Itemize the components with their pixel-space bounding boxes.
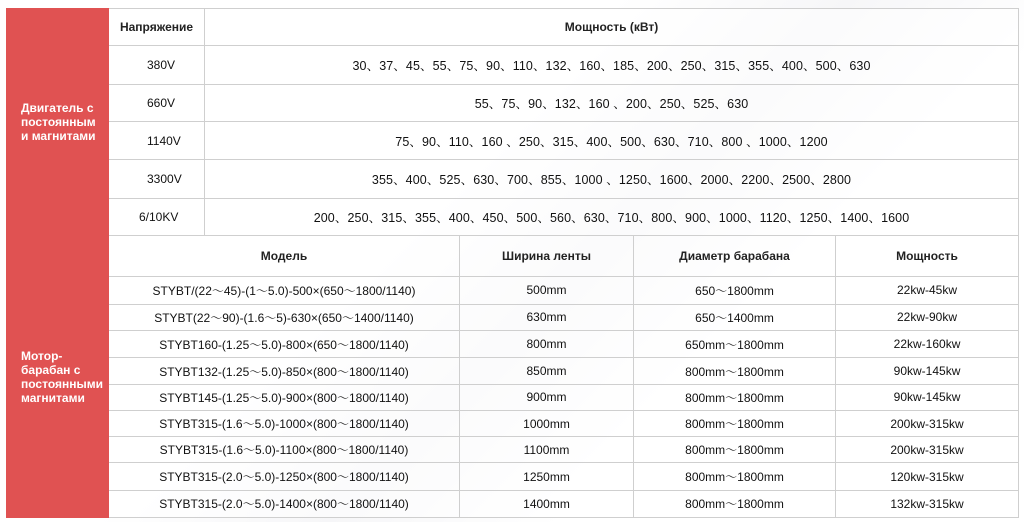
belt-width-cell: 1100mm: [460, 437, 634, 463]
table-row: [7, 384, 1019, 410]
power-cell: 90kw-145kw: [836, 358, 1019, 384]
table-row: [7, 276, 1019, 304]
power-list-cell: 30、37、45、55、75、90、110、132、160、185、200、250、315、355、400、500、630: [205, 46, 1019, 84]
model-cell: STYBT315-(1.6～5.0)-1100×(800～1800/1140): [109, 437, 460, 463]
drum-diameter-cell: 800mm～1800mm: [634, 358, 836, 384]
table-row: [7, 437, 1019, 463]
section2-header-row: [7, 236, 1019, 276]
drum-diameter-cell: 800mm～1800mm: [634, 463, 836, 490]
table-row: [7, 198, 1019, 235]
drum-diameter-cell: 650～1400mm: [634, 304, 836, 330]
belt-width-cell: 1400mm: [460, 490, 634, 517]
drum-diameter-cell: 650～1800mm: [634, 276, 836, 304]
voltage-cell: 3300V: [109, 160, 205, 198]
power-header: Мощность (кВт): [205, 9, 1019, 46]
power-list-cell: 200、250、315、355、400、450、500、560、630、710、800、900、1000、1120、1250、1400、1600: [205, 198, 1019, 235]
power-list-cell: 55、75、90、132、160 、200、250、525、630: [205, 84, 1019, 121]
belt-width-cell: 500mm: [460, 276, 634, 304]
table-row: [7, 490, 1019, 517]
voltage-cell: 660V: [109, 84, 205, 121]
drum-diameter-cell: 650mm～1800mm: [634, 331, 836, 358]
side-label-line: Мотор-: [21, 348, 63, 363]
power-cell: 22kw-45kw: [836, 276, 1019, 304]
belt-width-header: Ширина ленты: [460, 236, 634, 276]
table-row: [7, 304, 1019, 330]
drum-diameter-cell: 800mm～1800mm: [634, 410, 836, 436]
drum-diameter-header: Диаметр барабана: [634, 236, 836, 276]
model-cell: STYBT/(22～45)-(1～5.0)-500×(650～1800/1140): [109, 276, 460, 304]
power-cell: 22kw-90kw: [836, 304, 1019, 330]
power-cell: 200kw-315kw: [836, 410, 1019, 436]
model-cell: STYBT160-(1.25～5.0)-800×(650～1800/1140): [109, 331, 460, 358]
power-cell: 132kw-315kw: [836, 490, 1019, 517]
drum-diameter-cell: 800mm～1800mm: [634, 384, 836, 410]
spec-table: [6, 8, 1019, 518]
belt-width-cell: 1250mm: [460, 463, 634, 490]
model-cell: STYBT132-(1.25～5.0)-850×(800～1800/1140): [109, 358, 460, 384]
side-label-line: Двигатель с: [21, 101, 94, 116]
side-label-line: магнитами: [21, 390, 85, 405]
table-row: [7, 46, 1019, 84]
power-cell: 200kw-315kw: [836, 437, 1019, 463]
table-row: [7, 122, 1019, 160]
drum-diameter-cell: 800mm～1800mm: [634, 437, 836, 463]
power-header: Мощность: [836, 236, 1019, 276]
section2-side-label: [7, 236, 109, 518]
side-label-line: постоянным: [21, 115, 96, 130]
model-cell: STYBT145-(1.25～5.0)-900×(800～1800/1140): [109, 384, 460, 410]
table-row: [7, 410, 1019, 436]
power-list-cell: 355、400、525、630、700、855、1000 、1250、1600、2000、2200、2500、2800: [205, 160, 1019, 198]
power-cell: 22kw-160kw: [836, 331, 1019, 358]
power-list-cell: 75、90、110、160 、250、315、400、500、630、710、800 、1000、1200: [205, 122, 1019, 160]
model-cell: STYBT(22～90)-(1.6～5)-630×(650～1400/1140): [109, 304, 460, 330]
table-row: [7, 84, 1019, 121]
model-cell: STYBT315-(1.6～5.0)-1000×(800～1800/1140): [109, 410, 460, 436]
belt-width-cell: 630mm: [460, 304, 634, 330]
belt-width-cell: 1000mm: [460, 410, 634, 436]
section1-side-label: [7, 9, 109, 236]
drum-diameter-cell: 800mm～1800mm: [634, 490, 836, 517]
model-header: Модель: [109, 236, 460, 276]
voltage-cell: 6/10KV: [109, 198, 205, 235]
side-label-line: барабан с: [21, 362, 81, 377]
model-cell: STYBT315-(2.0～5.0)-1400×(800～1800/1140): [109, 490, 460, 517]
voltage-cell: 1140V: [109, 122, 205, 160]
table-row: [7, 463, 1019, 490]
table-row: [7, 358, 1019, 384]
model-cell: STYBT315-(2.0～5.0)-1250×(800～1800/1140): [109, 463, 460, 490]
side-label-line: постоянными: [21, 376, 103, 391]
power-cell: 90kw-145kw: [836, 384, 1019, 410]
power-cell: 120kw-315kw: [836, 463, 1019, 490]
table-row: [7, 160, 1019, 198]
table-row: [7, 331, 1019, 358]
voltage-cell: 380V: [109, 46, 205, 84]
belt-width-cell: 900mm: [460, 384, 634, 410]
belt-width-cell: 850mm: [460, 358, 634, 384]
belt-width-cell: 800mm: [460, 331, 634, 358]
voltage-header: Напряжение: [109, 9, 205, 46]
section1-header-row: [7, 9, 1019, 46]
side-label-line: и магнитами: [21, 129, 96, 144]
